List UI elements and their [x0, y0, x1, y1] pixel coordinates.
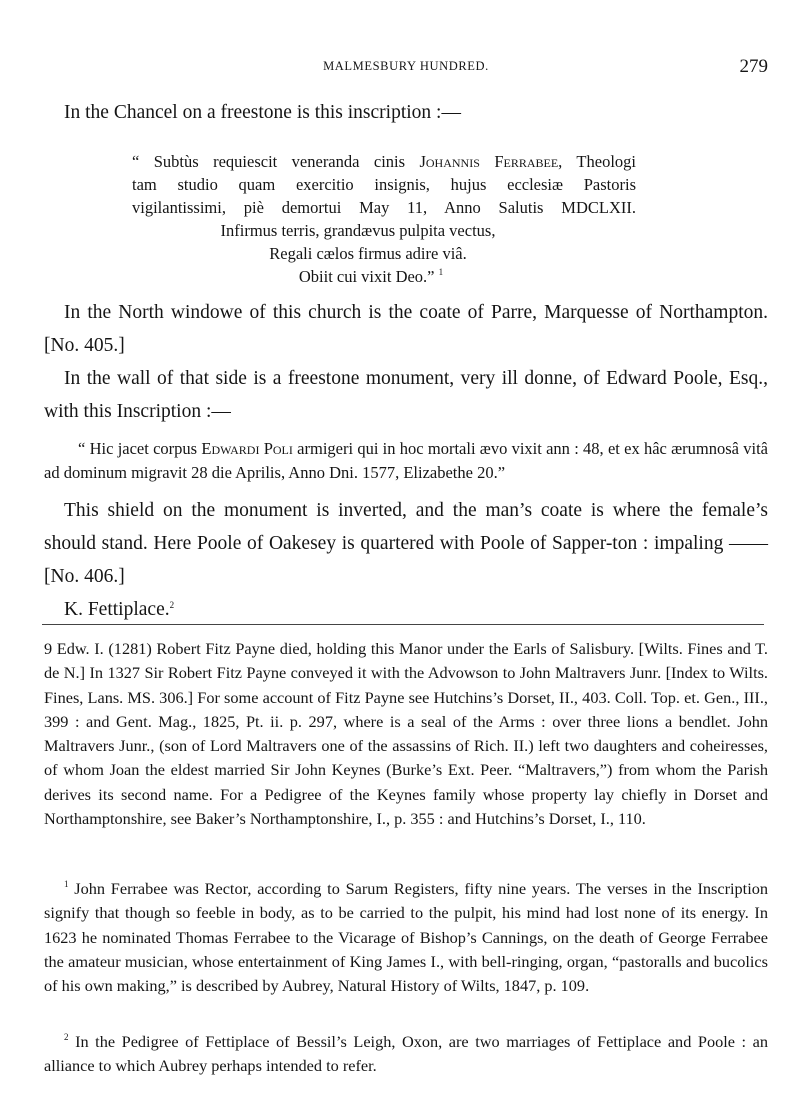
- inscription-poole: “ Hic jacet corpus Edwardi Poli armigeri qui in hoc mortali ævo vixit ann : 48, et ex hâc ærumnosâ vitâ ad dominum migravit 28 die Aprilis, Anno Dni. 1577, Elizabethe 20.”: [44, 439, 768, 482]
- inscription-verse-line: Infirmus terris, grandævus pulpita vectus,: [220, 221, 496, 240]
- inscription-line: tam studio quam exercitio insignis, hujus ecclesiæ Pastoris: [132, 175, 636, 194]
- running-head: [44, 56, 768, 78]
- footnote-ref[interactable]: 2: [169, 600, 175, 610]
- inscription-ferrabee: [132, 150, 636, 288]
- inscription-verse-line: Obiit cui vixit Deo.” $^1$: [298, 267, 444, 286]
- inscription-verse-line: Regali cælos firmus adire viâ.: [269, 244, 467, 263]
- paragraph-chancel: In the Chancel on a freestone is this inscription :—: [64, 102, 461, 123]
- inscription-name: Johannis Ferrabee: [419, 152, 559, 171]
- inscription-name: Edwardi Poli: [201, 439, 293, 458]
- paragraph-north-window: In the North windowe of this church is the coate of Parre, Marquesse of Northampton. [No. 405.]: [44, 302, 768, 356]
- paragraph-wall-monument: In the wall of that side is a freestone monument, very ill donne, of Edward Poole, Esq., with this Inscription :—: [44, 368, 768, 422]
- footnote-marker: 1: [64, 879, 69, 889]
- footnote-divider: [42, 624, 764, 625]
- running-title: MALMESBURY HUNDRED.: [323, 59, 489, 73]
- paragraph-fettiplace: K. Fettiplace.$^2$: [64, 599, 175, 620]
- footnote-marker: 2: [64, 1032, 69, 1042]
- footnote-manor: 9 Edw. I. (1281) Robert Fitz Payne died, holding this Manor under the Earls of Salisbury. [Wilts. Fines and T. de N.] In 1327 Sir Robert Fitz Payne conveyed it with the Advowson to John Maltravers Junr. [Index to Wilts. Fines, Lans. MS. 306.] For some account of Fitz Payne see Hutchins’s Dorset, II., 403. Coll. Top. et. Gen., III., 399 : and Gent. Mag., 1825, Pt. ii. p. 297, where is a seal of the Arms : over three lions a bendlet. John Maltravers Junr., (son of Lord Maltravers one of the assassins of Rich. II.) left two daughters and coheiresses, of whom Joan the eldest married Sir John Keynes (Burke’s Ext. Peer. “Maltravers,”) from whom the Parish derives its second name. For a Pedigree of the Keynes family whose property lay chiefly in Dorset and Northamptonshire, see Baker’s Northamptonshire, I., p. 355 : and Hutchins’s Dorset, I., 110.: [44, 639, 768, 829]
- inscription-line: vigilantissimi, piè demortui May 11, Anno Salutis MDCLXII.: [132, 198, 636, 217]
- paragraph-shield: This shield on the monument is inverted, and the man’s coate is where the female’s should stand. Here Poole of Oakesey is quartered with Poole of Sapper-ton : impaling —— [No. 406.]: [44, 500, 768, 587]
- footnote-ref[interactable]: 1: [438, 267, 444, 277]
- page-number: 279: [739, 56, 768, 77]
- footnote-2: $^2$ In the Pedigree of Fettiplace of Bessil’s Leigh, Oxon, are two marriages of Fettiplace and Poole : an alliance to which Aubrey perhaps intended to refer.: [44, 1032, 768, 1076]
- inscription-line: “ Subtùs requiescit veneranda cinis Johannis Ferrabee, Theologi: [132, 152, 636, 171]
- footnote-1: $^1$ John Ferrabee was Rector, according to Sarum Registers, fifty nine years. The verses in the Inscription signify that though so feeble in body, as to be carried to the pulpit, his mind had lost none of its energy. In 1623 he nominated Thomas Ferrabee to the Vicarage of Bishop’s Cannings, on the death of George Ferrabee the amateur musician, whose entertainment of King James I., with bell-ringing, organ, “pastoralls and bucolics of his own making,” is described by Aubrey, Natural History of Wilts, 1847, p. 109.: [44, 879, 768, 996]
